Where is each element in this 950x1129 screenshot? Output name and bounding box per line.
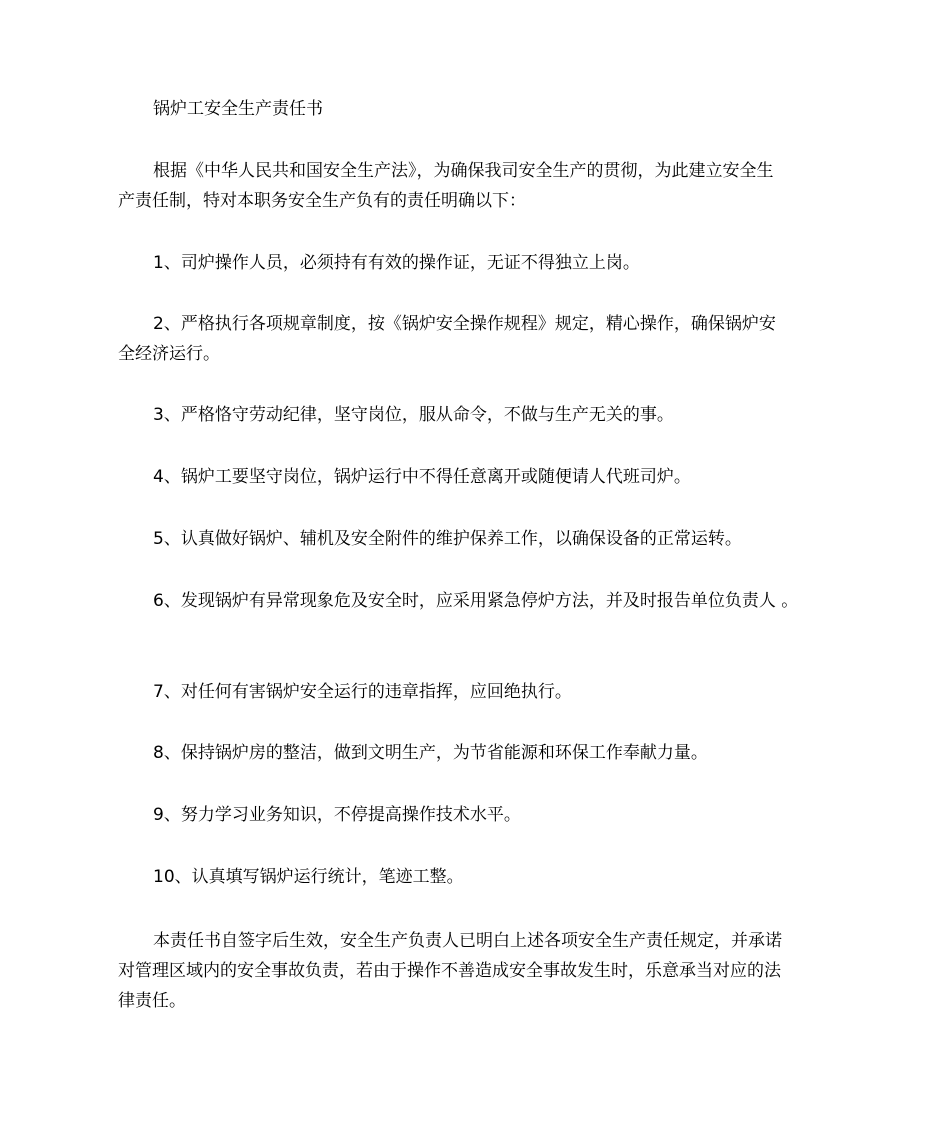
intro-line-2: 产责任制，特对本职务安全生产负有的责任明确以下： [118,191,526,211]
intro-line-1: 根据《中华人民共和国安全生产法》，为确保我司安全生产的贯彻，为此建立安全生 [153,161,774,181]
item-10: 10、认真填写锅炉运行统计，笔迹工整。 [153,867,464,887]
closing-line-2: 对管理区域内的安全事故负责，若由于操作不善造成安全事故发生时，乐意承当对应的法 [118,961,781,981]
item-9: 9、努力学习业务知识，不停提高操作技术水平。 [153,805,521,825]
item-5: 5、认真做好锅炉、辅机及安全附件的维护保养工作，以确保设备的正常运转。 [153,529,742,549]
item-2-line-2: 全经济运行。 [118,344,220,364]
item-3: 3、严格恪守劳动纪律，坚守岗位，服从命令，不做与生产无关的事。 [153,405,674,425]
closing-line-1: 本责任书自签字后生效，安全生产负责人已明白上述各项安全生产责任规定，并承诺 [153,931,782,951]
item-6: 6、发现锅炉有异常现象危及安全时，应采用紧急停炉方法，并及时报告单位负责人 。 [153,591,799,611]
item-8: 8、保持锅炉房的整洁，做到文明生产，为节省能源和环保工作奉献力量。 [153,743,708,763]
item-4: 4、锅炉工要坚守岗位，锅炉运行中不得任意离开或随便请人代班司炉。 [153,467,691,487]
item-2-line-1: 2、严格执行各项规章制度，按《锅炉安全操作规程》规定，精心操作，确保锅炉安 [153,314,776,334]
item-1: 1、司炉操作人员，必须持有有效的操作证，无证不得独立上岗。 [153,253,640,273]
item-7: 7、对任何有害锅炉安全运行的违章指挥，应回绝执行。 [153,682,572,702]
document-title: 锅炉工安全生产责任书 [153,99,323,119]
closing-line-3: 律责任。 [118,991,186,1011]
